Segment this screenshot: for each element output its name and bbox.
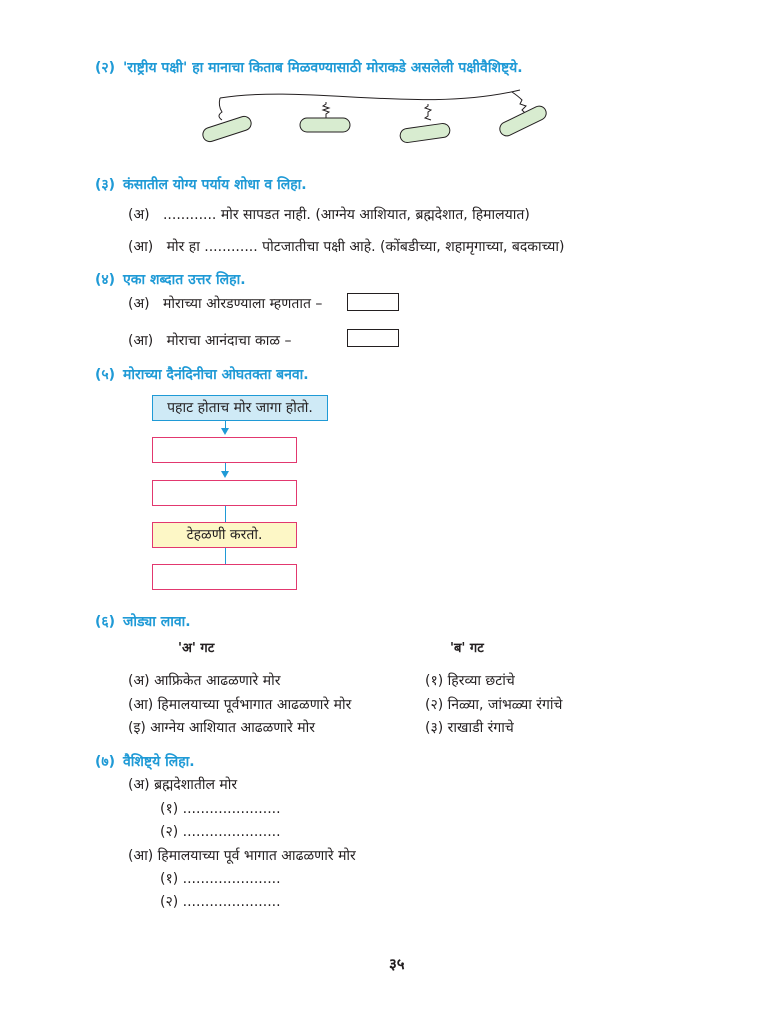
q5-number: (५) bbox=[95, 367, 116, 383]
q7-group-a-line-1[interactable]: (१) ...................... bbox=[160, 801, 281, 817]
flow-connector-4 bbox=[225, 548, 226, 564]
feature-pill-1 bbox=[201, 115, 253, 144]
page-number: ३५ bbox=[389, 955, 405, 973]
q4-item-a-label: (अ) bbox=[128, 296, 150, 312]
q3-title: कंसातील योग्य पर्याय शोधा व लिहा. bbox=[123, 177, 307, 193]
spring-3 bbox=[425, 104, 431, 120]
flow-arrow-1 bbox=[221, 428, 229, 435]
flow-step-4: टेहळणी करतो. bbox=[152, 522, 297, 548]
q3-item-b-label: (आ) bbox=[128, 239, 154, 255]
match-a-item-2: (आ) हिमालयाच्या पूर्वभागात आढळणारे मोर bbox=[128, 697, 352, 713]
q4-answer-box-b[interactable] bbox=[347, 329, 399, 347]
q4-item-b-text: मोराचा आनंदाचा काळ – bbox=[166, 333, 292, 349]
q3-item-b-text: मोर हा ............ पोटजातीचा पक्षी आहे. (कोंबडीच्या, शहामृगाच्या, बदकाच्या) bbox=[166, 239, 565, 255]
q4-item-a bbox=[128, 294, 322, 313]
q7-title: वैशिष्ट्ये लिहा. bbox=[123, 754, 195, 770]
match-a-item-3: (इ) आग्नेय आशियात आढळणारे मोर bbox=[128, 720, 315, 736]
feature-pills-diagram bbox=[190, 86, 560, 156]
q6-title: जोड्या लावा. bbox=[123, 614, 191, 630]
q5-heading bbox=[95, 365, 309, 384]
match-a-item-1: (अ) आफ्रिकेत आढळणारे मोर bbox=[128, 673, 281, 689]
q3-number: (३) bbox=[95, 177, 116, 193]
connector-curve bbox=[220, 90, 520, 100]
q6-number: (६) bbox=[95, 614, 116, 630]
flow-connector-2 bbox=[225, 463, 226, 471]
q4-item-a-text: मोराच्या ओरडण्याला म्हणतात – bbox=[162, 296, 323, 312]
q3-item-a bbox=[128, 205, 530, 224]
q4-heading bbox=[95, 270, 246, 289]
spring-2 bbox=[323, 102, 329, 118]
feature-pill-3 bbox=[399, 123, 450, 144]
q7-group-b-line-1[interactable]: (१) ...................... bbox=[160, 871, 281, 887]
q4-item-b-label: (आ) bbox=[128, 333, 154, 349]
flow-step-2[interactable] bbox=[152, 437, 297, 463]
feature-pill-2 bbox=[300, 118, 350, 132]
spring-4 bbox=[512, 92, 526, 114]
match-b-item-2: (२) निळ्या, जांभळ्या रंगांचे bbox=[425, 697, 563, 713]
q2-heading bbox=[95, 58, 523, 77]
q3-item-a-text: ............ मोर सापडत नाही. (आग्नेय आशियात, ब्रह्मदेशात, हिमालयात) bbox=[162, 207, 530, 223]
q2-number: (२) bbox=[95, 60, 116, 76]
q4-title: एका शब्दात उत्तर लिहा. bbox=[123, 272, 246, 288]
flow-step-5[interactable] bbox=[152, 564, 297, 590]
flow-arrow-2 bbox=[221, 471, 229, 478]
flow-step-1: पहाट होताच मोर जागा होतो. bbox=[152, 395, 328, 421]
column-b-heading: 'ब' गट bbox=[450, 641, 484, 656]
column-a-heading: 'अ' गट bbox=[178, 641, 215, 656]
q6-heading bbox=[95, 612, 191, 631]
q3-heading bbox=[95, 175, 307, 194]
q4-answer-box-a[interactable] bbox=[347, 293, 399, 311]
q7-group-a-line-2[interactable]: (२) ...................... bbox=[160, 824, 281, 840]
q7-number: (७) bbox=[95, 754, 116, 770]
q7-heading bbox=[95, 752, 195, 771]
q4-number: (४) bbox=[95, 272, 116, 288]
q7-group-a-label: (अ) ब्रह्मदेशातील मोर bbox=[128, 777, 238, 793]
q5-title: मोराच्या दैनंदिनीचा ओघतक्ता बनवा. bbox=[123, 367, 309, 383]
match-b-item-3: (३) राखाडी रंगाचे bbox=[425, 720, 514, 736]
q7-group-b-line-2[interactable]: (२) ...................... bbox=[160, 894, 281, 910]
spring-1 bbox=[219, 98, 222, 120]
flow-step-3[interactable] bbox=[152, 480, 297, 506]
q3-item-b bbox=[128, 237, 564, 256]
q7-group-b-label: (आ) हिमालयाच्या पूर्व भागात आढळणारे मोर bbox=[128, 848, 356, 864]
q3-item-a-label: (अ) bbox=[128, 207, 150, 223]
match-b-item-1: (१) हिरव्या छटांचे bbox=[425, 673, 515, 689]
flow-connector-3 bbox=[225, 506, 226, 522]
q4-item-b bbox=[128, 331, 291, 350]
q2-title: 'राष्ट्रीय पक्षी' हा मानाचा किताब मिळवण्यासाठी मोराकडे असलेली पक्षीवैशिष्ट्ये. bbox=[123, 60, 523, 76]
